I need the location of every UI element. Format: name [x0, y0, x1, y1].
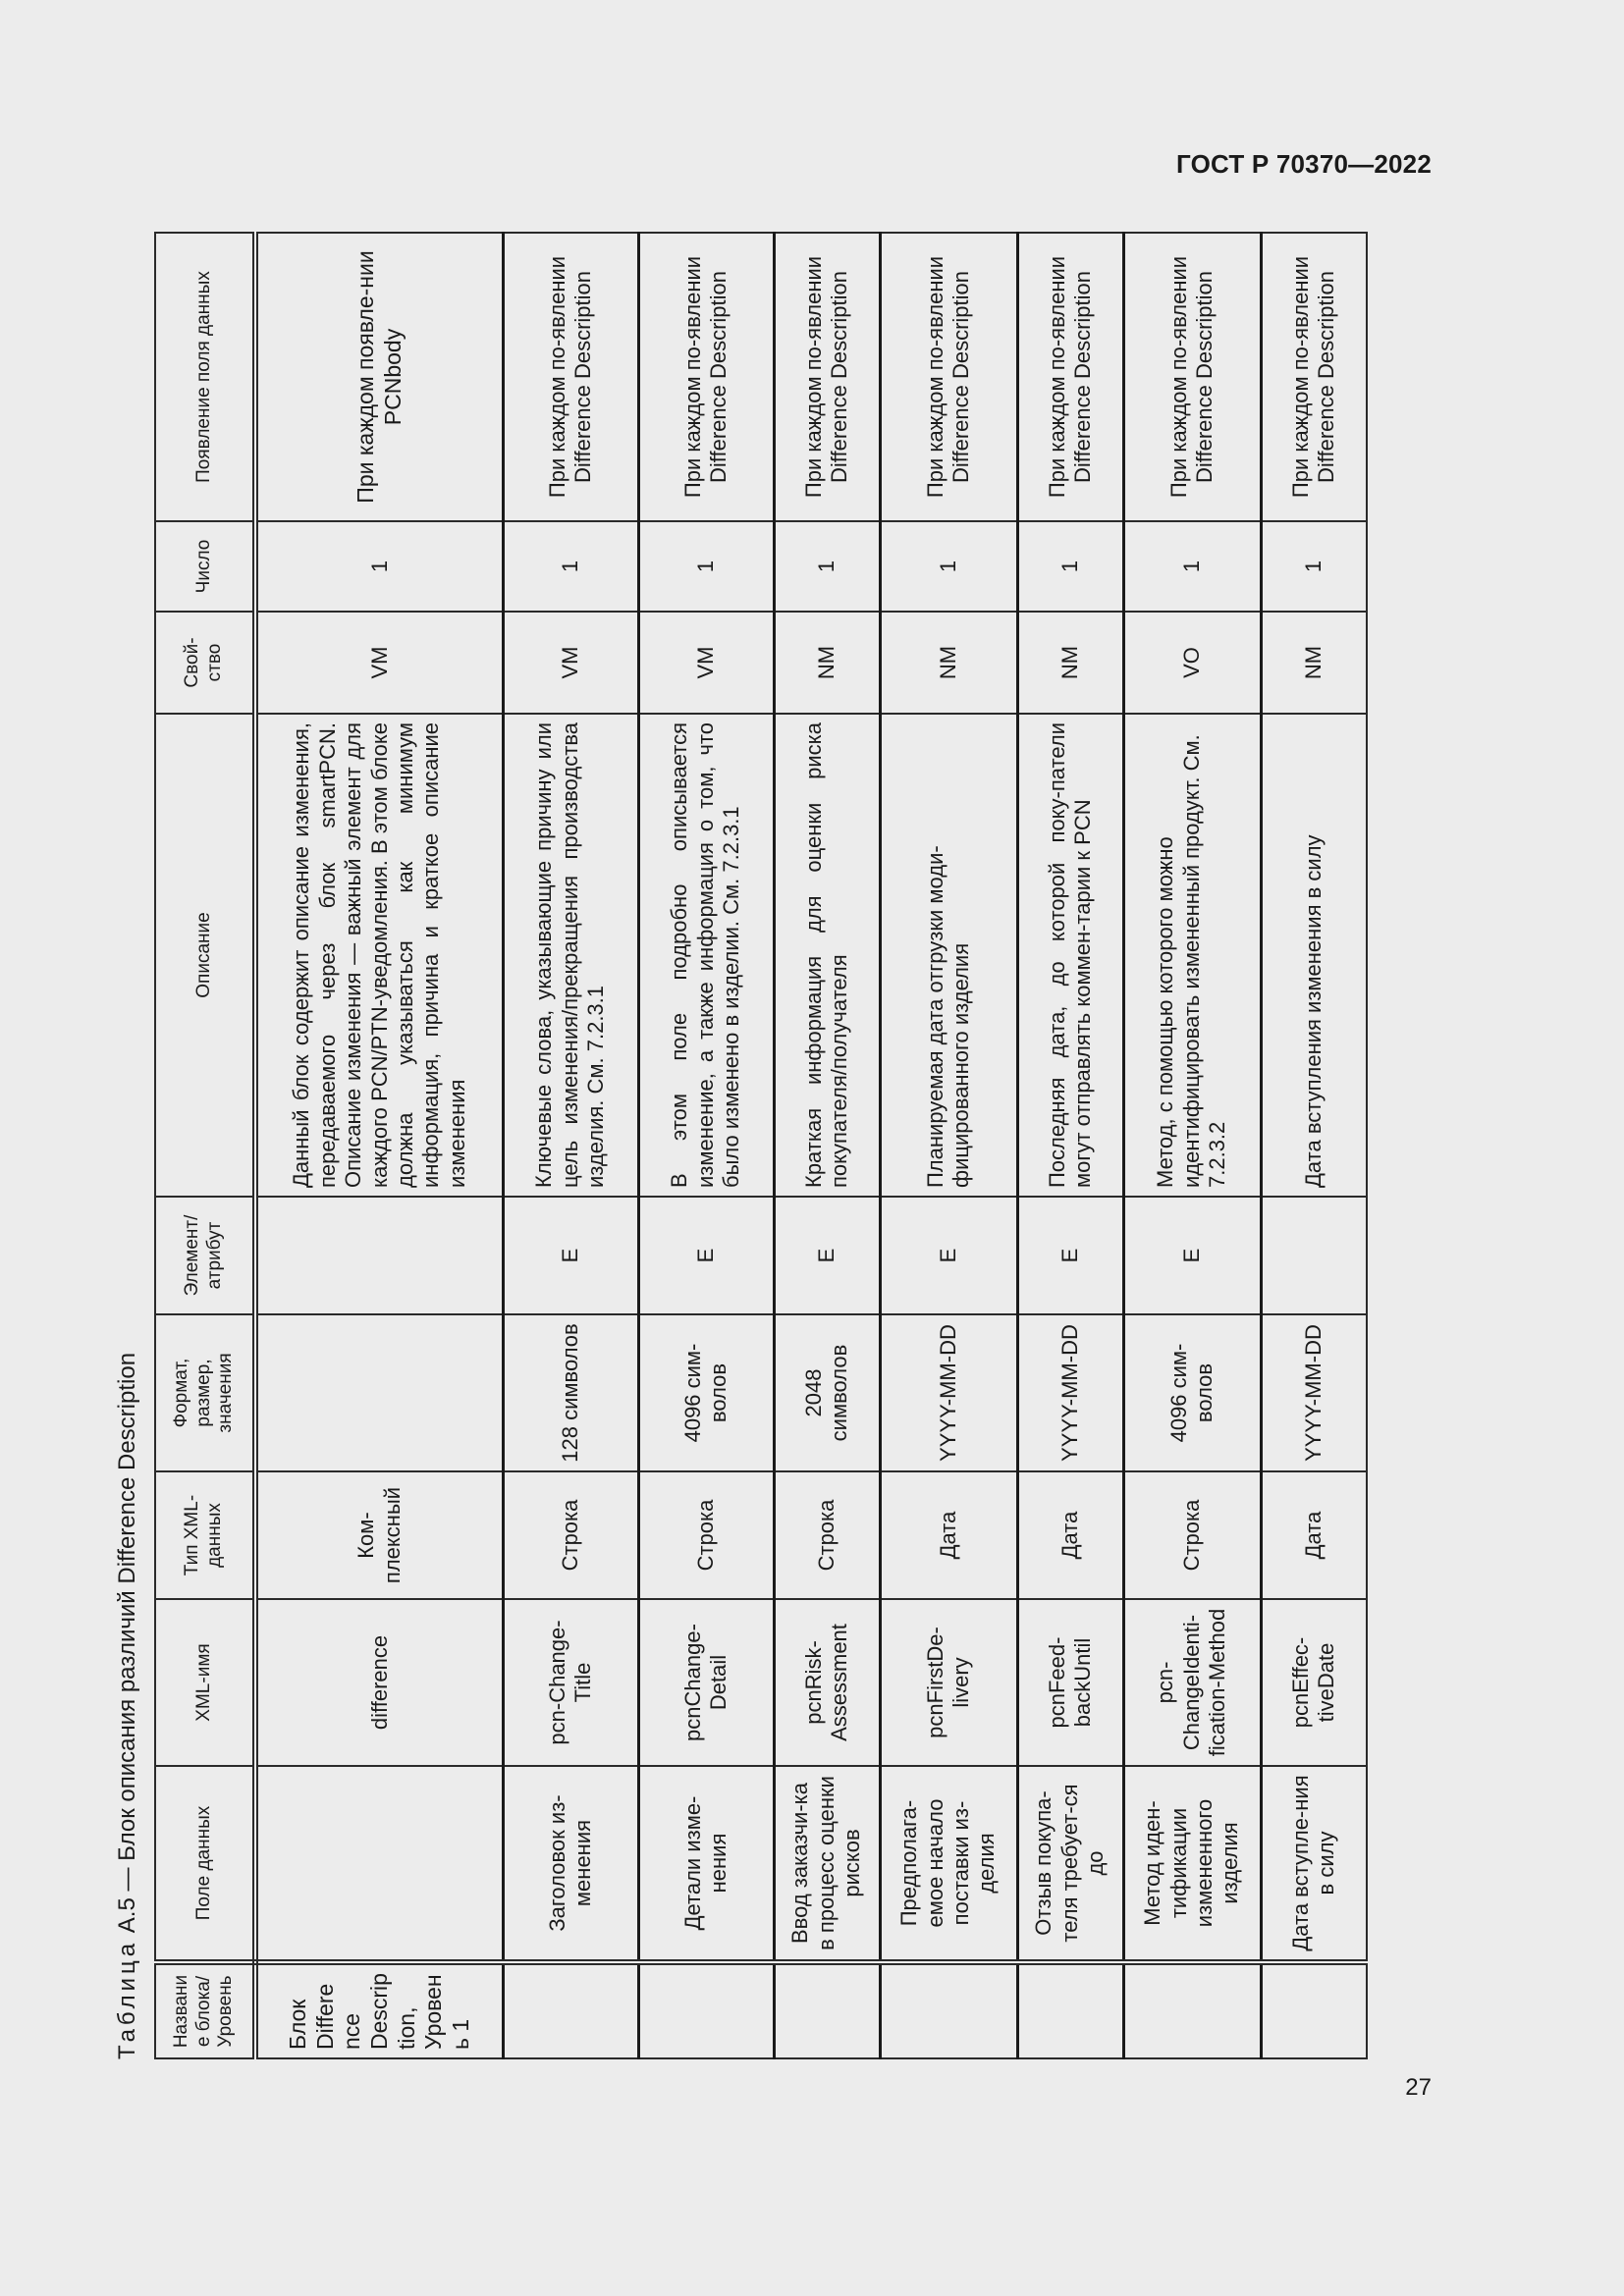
cell-element	[255, 1197, 503, 1314]
cell-element: E	[1017, 1197, 1123, 1314]
col-header-block-level: Название блока/ Уровень	[155, 1962, 255, 2058]
cell-count: 1	[880, 521, 1017, 612]
cell-xml-name: pcnFirstDe-livery	[880, 1599, 1017, 1766]
cell-count: 1	[774, 521, 880, 612]
cell-property: NM	[1017, 612, 1123, 714]
cell-description: В этом поле подробно описывается изменение, а также информация о том, что было изменено в изделии. См. 7.2.3.1	[638, 714, 774, 1197]
cell-xml-name: pcnRisk-Assessment	[774, 1599, 880, 1766]
cell-block	[880, 1962, 1017, 2058]
cell-format: YYYY-MM-DD	[1261, 1314, 1367, 1471]
cell-xml-name: pcn-ChangeIdenti-fication-Method	[1123, 1599, 1261, 1766]
cell-occurrence: При каждом по-явлении Difference Description	[880, 233, 1017, 521]
table-caption	[108, 1353, 147, 2059]
cell-count: 1	[1017, 521, 1123, 612]
cell-property: VM	[255, 612, 503, 714]
cell-description: Данный блок содержит описание изменения, передаваемого через блок smartPCN. Описание изменения — важный элемент для каждого PCN/PTN-уведомления. В этом блоке должна указываться как минимум информация, причина и краткое описание изменения	[255, 714, 503, 1197]
cell-type: Дата	[1017, 1471, 1123, 1599]
cell-element: E	[880, 1197, 1017, 1314]
cell-field: Ввод заказчи-ка в процесс оценки рисков	[774, 1766, 880, 1962]
cell-occurrence: При каждом по-явлении Difference Description	[638, 233, 774, 521]
table-row	[503, 233, 638, 2058]
cell-occurrence: При каждом по-явлении Difference Description	[503, 233, 638, 521]
col-header-element-attribute: Элемент/ атрибут	[155, 1197, 255, 1314]
cell-description: Планируемая дата отгрузки моди-фицированного изделия	[880, 714, 1017, 1197]
table-header-row	[155, 233, 255, 2058]
cell-element	[1261, 1197, 1367, 1314]
cell-description: Краткая информация для оценки риска покупателя/получателя	[774, 714, 880, 1197]
document-standard-header: ГОСТ Р 70370—2022	[1176, 149, 1432, 179]
cell-format: 4096 сим-волов	[1123, 1314, 1261, 1471]
cell-occurrence: При каждом по-явлении Difference Description	[1123, 233, 1261, 521]
table-row	[255, 233, 503, 2058]
table-row	[774, 233, 880, 2058]
cell-element: E	[638, 1197, 774, 1314]
cell-format: 4096 сим-волов	[638, 1314, 774, 1471]
cell-block	[503, 1962, 638, 2058]
cell-xml-name: difference	[255, 1599, 503, 1766]
difference-description-table	[154, 232, 1368, 2059]
col-header-xml-type: Тип XML-данных	[155, 1471, 255, 1599]
cell-block	[1017, 1962, 1123, 2058]
cell-field	[255, 1766, 503, 1962]
cell-type: Строка	[774, 1471, 880, 1599]
cell-occurrence: При каждом появле-нии PCNbody	[255, 233, 503, 521]
cell-property: NM	[880, 612, 1017, 714]
cell-count: 1	[503, 521, 638, 612]
table-row	[1017, 233, 1123, 2058]
cell-xml-name: pcn-Change-Title	[503, 1599, 638, 1766]
col-header-description: Описание	[155, 714, 255, 1197]
rotated-table-block	[108, 230, 1384, 2059]
cell-type: Строка	[638, 1471, 774, 1599]
table-row	[1123, 233, 1261, 2058]
cell-count: 1	[638, 521, 774, 612]
cell-type: Строка	[1123, 1471, 1261, 1599]
cell-field: Метод иден-тификации измененного изделия	[1123, 1766, 1261, 1962]
cell-format: 2048 символов	[774, 1314, 880, 1471]
cell-xml-name: pcnFeed-backUntil	[1017, 1599, 1123, 1766]
cell-element: E	[1123, 1197, 1261, 1314]
cell-format: YYYY-MM-DD	[880, 1314, 1017, 1471]
cell-block	[638, 1962, 774, 2058]
table-row	[638, 233, 774, 2058]
col-header-format: Формат, размер, значения	[155, 1314, 255, 1471]
cell-field: Детали изме-нения	[638, 1766, 774, 1962]
cell-field: Отзыв покупа-теля требует-ся до	[1017, 1766, 1123, 1962]
cell-count: 1	[1261, 521, 1367, 612]
cell-property: VM	[638, 612, 774, 714]
cell-property: NM	[774, 612, 880, 714]
cell-field: Дата вступле-ния в силу	[1261, 1766, 1367, 1962]
cell-description: Метод, с помощью которого можно идентифицировать измененный продукт. См. 7.2.3.2	[1123, 714, 1261, 1197]
cell-xml-name: pcnChange-Detail	[638, 1599, 774, 1766]
cell-element: E	[774, 1197, 880, 1314]
cell-element: E	[503, 1197, 638, 1314]
col-header-data-field: Поле данных	[155, 1766, 255, 1962]
cell-block: Блок Difference Description, Уровень 1	[255, 1962, 503, 2058]
cell-count: 1	[255, 521, 503, 612]
cell-field: Предполага-емое начало поставки из-делия	[880, 1766, 1017, 1962]
cell-format: 128 символов	[503, 1314, 638, 1471]
cell-property: VM	[503, 612, 638, 714]
cell-description: Дата вступления изменения в силу	[1261, 714, 1367, 1197]
cell-description: Последняя дата, до которой поку-патели могут отправлять коммен-тарии к PCN	[1017, 714, 1123, 1197]
col-header-occurrence: Появление поля данных	[155, 233, 255, 521]
cell-occurrence: При каждом по-явлении Difference Description	[1261, 233, 1367, 521]
cell-type: Дата	[1261, 1471, 1367, 1599]
cell-property: NM	[1261, 612, 1367, 714]
caption-text: А.5 — Блок описания различий Difference Description	[114, 1352, 140, 1940]
cell-block	[774, 1962, 880, 2058]
cell-occurrence: При каждом по-явлении Difference Description	[774, 233, 880, 521]
cell-occurrence: При каждом по-явлении Difference Description	[1017, 233, 1123, 521]
cell-format	[255, 1314, 503, 1471]
cell-type: Дата	[880, 1471, 1017, 1599]
col-header-xml-name: XML-имя	[155, 1599, 255, 1766]
cell-type: Ком-плексный	[255, 1471, 503, 1599]
cell-format: YYYY-MM-DD	[1017, 1314, 1123, 1471]
cell-type: Строка	[503, 1471, 638, 1599]
caption-prefix: Таблица	[114, 1939, 140, 2059]
cell-field: Заголовок из-менения	[503, 1766, 638, 1962]
cell-xml-name: pcnEffec-tiveDate	[1261, 1599, 1367, 1766]
col-header-count: Число	[155, 521, 255, 612]
col-header-property: Свой-ство	[155, 612, 255, 714]
table-row	[880, 233, 1017, 2058]
cell-block	[1123, 1962, 1261, 2058]
cell-block	[1261, 1962, 1367, 2058]
cell-count: 1	[1123, 521, 1261, 612]
table-row	[1261, 233, 1367, 2058]
cell-description: Ключевые слова, указывающие причину или цель изменения/прекращения производства изделия. См. 7.2.3.1	[503, 714, 638, 1197]
page-number: 27	[1405, 2074, 1432, 2101]
cell-property: VO	[1123, 612, 1261, 714]
